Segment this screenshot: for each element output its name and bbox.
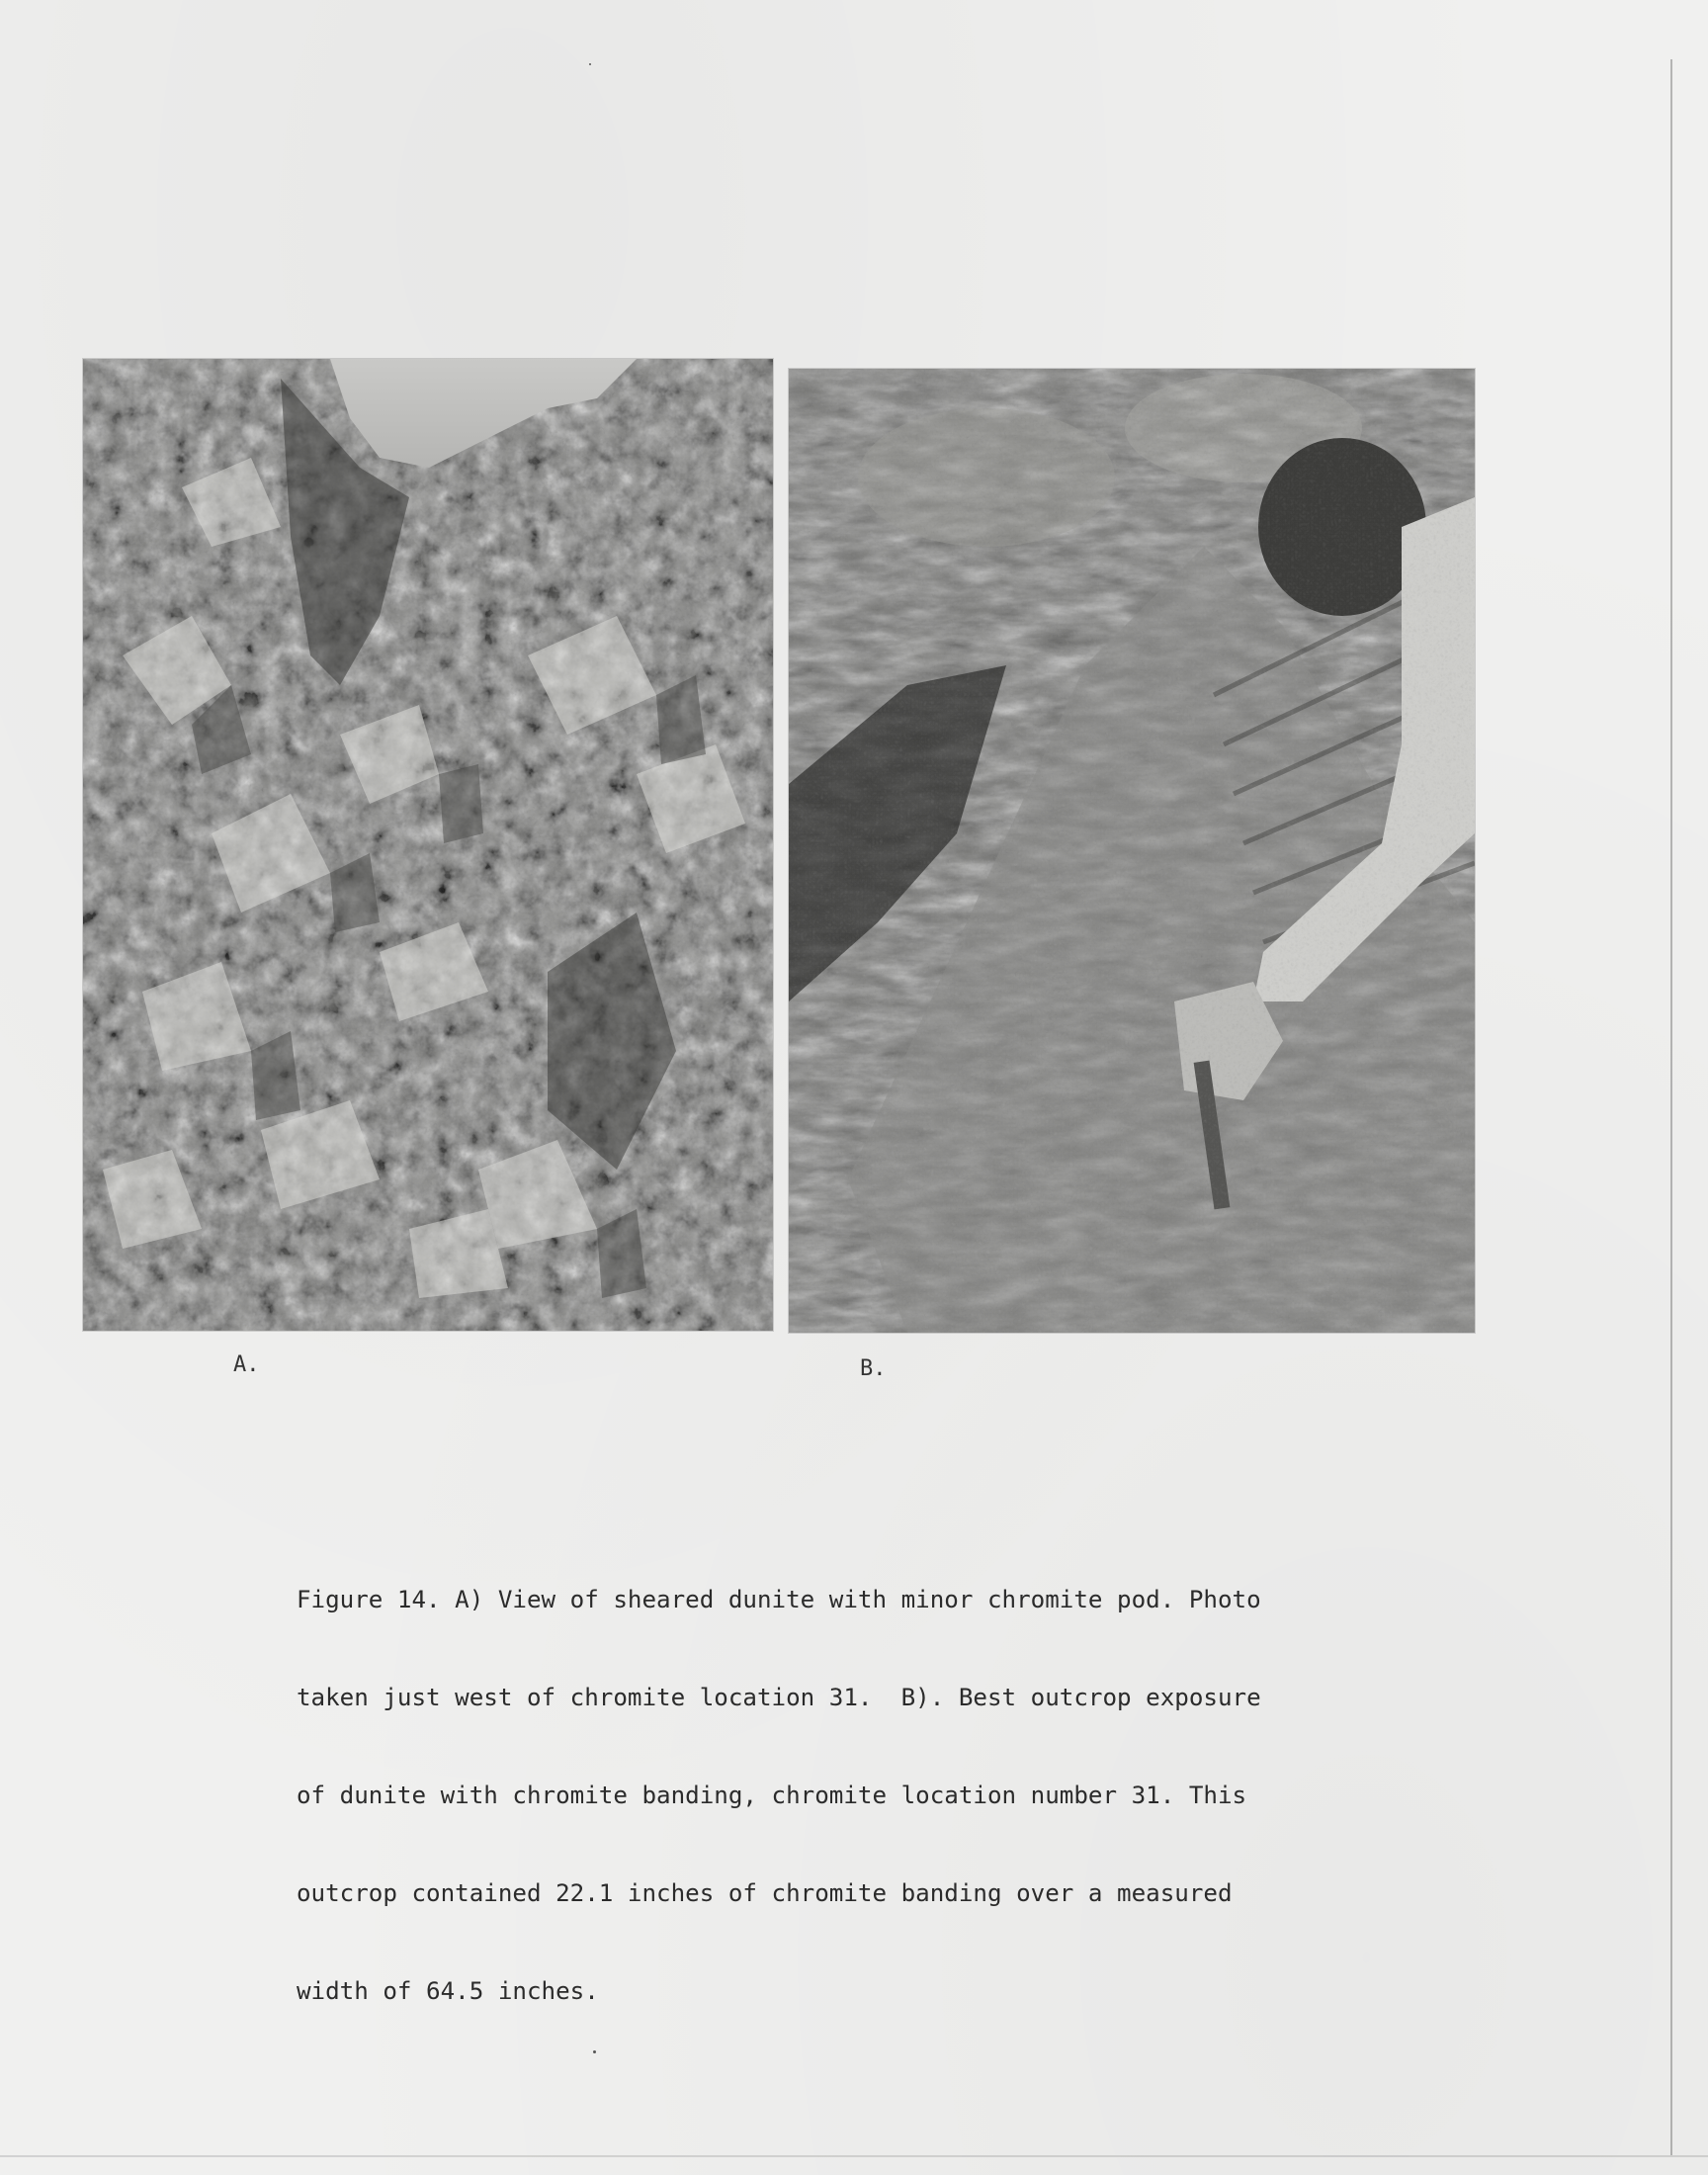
scan-speck: [593, 2050, 596, 2053]
caption-line: of dunite with chromite banding, chromite location number 31. This: [297, 1782, 1247, 1809]
photo-b-label: B.: [860, 1356, 887, 1381]
photo-a-sheared-dunite: [83, 359, 773, 1331]
scan-speck: [589, 63, 591, 65]
caption-line: outcrop contained 22.1 inches of chromite banding over a measured: [297, 1879, 1233, 1907]
scan-edge-line: [0, 2155, 1708, 2157]
rock-scree-photo-icon: [83, 359, 773, 1331]
outcrop-geologist-photo-icon: [789, 369, 1475, 1333]
caption-line: width of 64.5 inches.: [297, 1977, 599, 2005]
photo-a-label: A.: [233, 1352, 260, 1377]
scan-edge-line: [1670, 59, 1672, 2155]
caption-line: Figure 14. A) View of sheared dunite with minor chromite pod. Photo: [297, 1586, 1261, 1613]
photo-b-chromite-outcrop: [789, 369, 1475, 1333]
caption-line: taken just west of chromite location 31. B). Best outcrop exposure: [297, 1684, 1261, 1711]
figure-caption: [297, 1519, 1423, 2073]
